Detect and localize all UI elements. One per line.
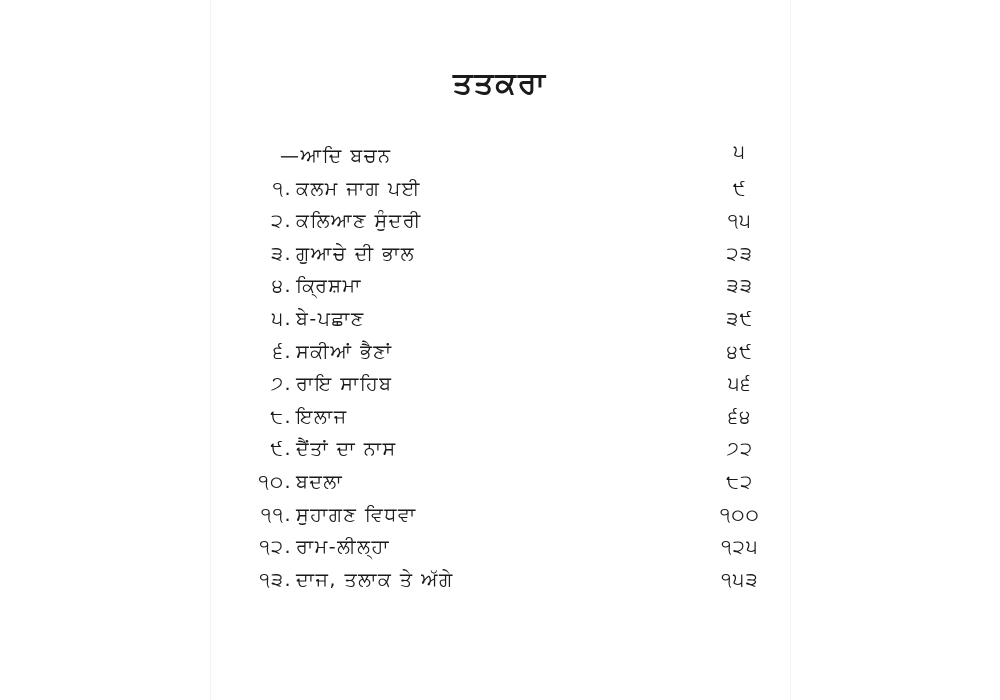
toc-entry-title: ਕਲਮ ਜਾਗ ਪਈ — [296, 177, 421, 200]
toc-entry-title: ਰਾਮ-ਲੀਲ੍ਹਾ — [296, 536, 391, 559]
toc-entry-page: ੯ — [733, 177, 747, 200]
toc-entry-title: ਇਲਾਜ — [296, 405, 348, 428]
toc-entry-page: ੨੩ — [726, 242, 754, 265]
toc-entry-page: ੮੨ — [726, 470, 754, 493]
toc-entry-title: ਦੈਂਤਾਂ ਦਾ ਨਾਸ — [296, 438, 397, 461]
toc-entry-page: ੧੨੫ — [721, 536, 759, 559]
toc-entry-number: ੭. — [270, 373, 292, 396]
toc-entry-number: ੮. — [270, 405, 292, 428]
toc-entry — [240, 499, 780, 532]
toc-entry-title: ਬੇ-ਪਛਾਣ — [296, 307, 365, 330]
toc-entry-number: ੧. — [272, 177, 292, 200]
toc-entry-page: ੫੬ — [728, 373, 752, 396]
toc-entry-page: ੧੦੦ — [719, 503, 761, 526]
toc-entry-number: ੯. — [270, 438, 292, 461]
toc-entry-title: ਕ੍ਰਿਸ਼ਮਾ — [296, 275, 362, 298]
page-title: ਤਤਕਰਾ — [452, 66, 548, 102]
toc-entry-page: ੭੨ — [726, 438, 754, 461]
toc-entry — [240, 270, 780, 303]
toc-entry-title: ਸੁਹਾਗਣ ਵਿਧਵਾ — [296, 503, 417, 526]
toc-entry — [240, 173, 780, 206]
toc-entry — [240, 205, 780, 238]
toc-entry-number: ੧੦. — [258, 470, 292, 493]
toc-entry-page: ੧੫੩ — [721, 568, 759, 591]
toc-entry — [240, 401, 780, 434]
toc-entry-number: ੧੨. — [259, 536, 292, 559]
toc-entry-title: ਦਾਜ, ਤਲਾਕ ਤੇ ਅੱਗੇ — [296, 568, 454, 591]
toc-entry-number: ੧੧. — [260, 503, 292, 526]
toc-entry-page: ੧੫ — [727, 210, 753, 233]
toc-entry — [240, 531, 780, 564]
toc-entry-title: ਗੁਆਚੇ ਦੀ ਭਾਲ — [296, 242, 416, 265]
page-edge-right — [790, 0, 791, 700]
toc-entry — [240, 336, 780, 369]
toc-entry-title: ਰਾਇ ਸਾਹਿਬ — [296, 373, 393, 396]
toc-entry — [240, 303, 780, 336]
toc-entry-title: —ਆਦਿ ਬਚਨ — [280, 145, 392, 167]
toc-entry-number: ੨. — [271, 210, 292, 233]
toc-entry — [240, 466, 780, 499]
toc-entry — [240, 368, 780, 401]
toc-entry — [240, 564, 780, 597]
toc-entry-title: ਬਦਲਾ — [296, 470, 344, 493]
toc-entry-number: ੧੩. — [259, 568, 292, 591]
toc-entry-intro — [240, 140, 780, 173]
toc-entry-title: ਕਲਿਆਣ ਸੁੰਦਰੀ — [296, 210, 422, 233]
toc-entry-page: ੪੯ — [726, 340, 754, 363]
toc-entry-page: ੩੯ — [726, 307, 754, 330]
toc-entry-title: ਸਕੀਆਂ ਭੈਣਾਂ — [296, 340, 393, 363]
toc-entry-page: ੫ — [733, 141, 747, 163]
toc-entry-page: ੩੩ — [726, 275, 754, 298]
table-of-contents — [240, 140, 780, 596]
toc-entry-number: ੪. — [272, 275, 292, 298]
toc-entry-number: ੫. — [271, 307, 292, 330]
toc-entry — [240, 238, 780, 271]
toc-entry-number: ੩. — [271, 242, 292, 265]
toc-entry-number: ੬. — [273, 340, 292, 363]
toc-entry-page: ੬੪ — [728, 405, 752, 428]
page-edge-left — [210, 0, 211, 700]
toc-entry — [240, 433, 780, 466]
